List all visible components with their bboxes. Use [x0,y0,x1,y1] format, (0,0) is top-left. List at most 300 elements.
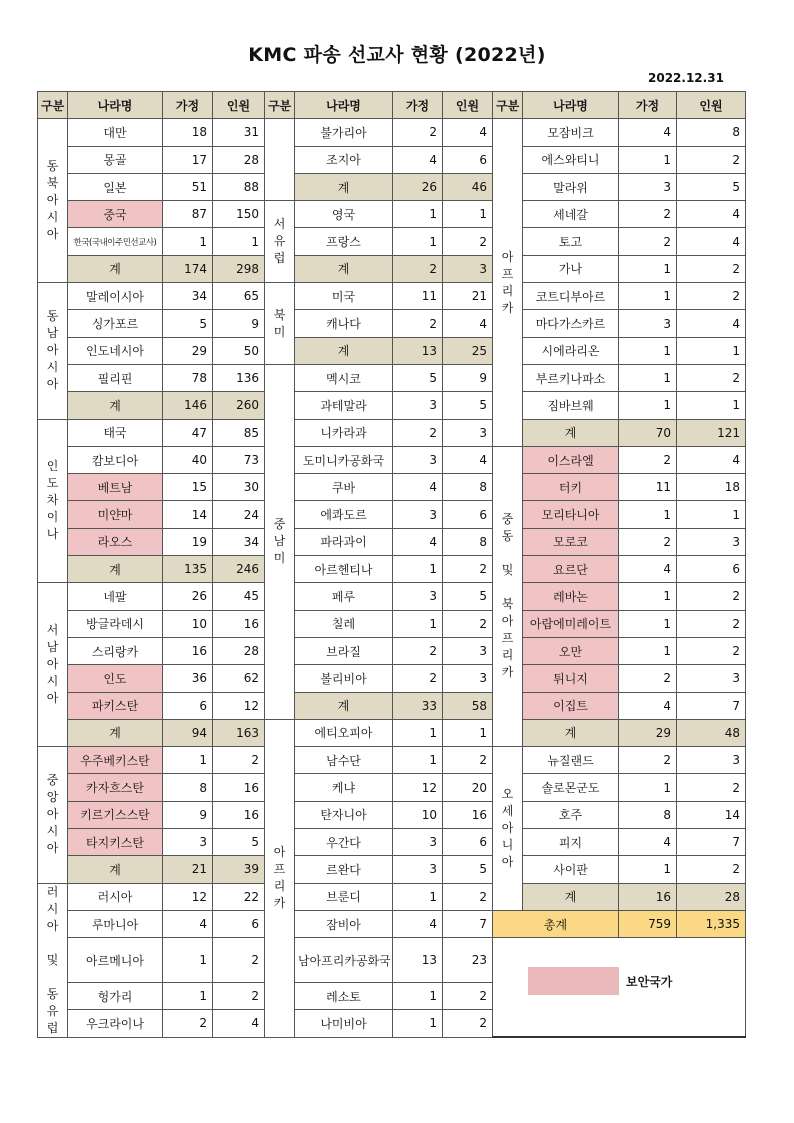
family-count-cell: 1 [393,228,443,255]
country-name-cell: 대만 [68,119,163,146]
person-count-cell: 7 [677,829,746,856]
region-name-char: 동 [46,159,59,174]
family-count-cell: 2 [393,419,443,446]
person-count-cell: 8 [443,474,493,501]
region-name-char: 동 [501,529,514,544]
family-count-cell: 26 [163,583,213,610]
table-row [38,255,746,282]
country-name-cell: 라오스 [68,528,163,555]
person-count-cell: 4 [443,119,493,146]
person-count-cell: 2 [443,610,493,637]
person-count-cell: 50 [213,337,265,364]
country-name-cell: 영국 [295,201,393,228]
subtotal-persons-cell: 298 [213,255,265,282]
person-count-cell: 1 [677,501,746,528]
person-count-cell: 4 [677,201,746,228]
region-name-char: 니 [501,838,514,853]
region-name-char: 인 [46,459,59,474]
country-name-cell: 탄자니아 [295,801,393,828]
family-count-cell: 1 [619,610,677,637]
table-row [38,392,746,419]
person-count-cell: 2 [677,774,746,801]
family-count-cell: 1 [393,201,443,228]
family-count-cell: 2 [619,747,677,774]
family-count-cell: 3 [393,446,443,473]
region-name-char: 프 [501,631,514,646]
family-count-cell: 1 [393,556,443,583]
subtotal-label-cell: 계 [68,255,163,282]
region-group-cell [493,119,523,447]
family-count-cell: 2 [163,1010,213,1037]
group-header: 구분 [493,92,523,119]
country-name-cell: 헝가리 [68,983,163,1010]
person-count-cell: 12 [213,692,265,719]
table-row [38,228,746,255]
person-count-cell: 6 [213,910,265,937]
country-name-cell: 미국 [295,283,393,310]
region-name-char: 오 [501,787,514,802]
region-group-cell [265,719,295,1037]
country-name-cell: 모리타니아 [523,501,619,528]
region-name-char: 유 [273,234,286,249]
person-count-cell: 1 [213,228,265,255]
country-name-cell: 브라질 [295,637,393,664]
family-count-cell: 15 [163,474,213,501]
person-count-cell: 73 [213,446,265,473]
person-count-cell: 8 [443,528,493,555]
table-row [38,283,746,310]
region-name-char: 서 [273,217,286,232]
region-group-cell [265,364,295,719]
region-name-label [46,458,60,543]
family-count-cell: 1 [619,501,677,528]
persons-header: 인원 [213,92,265,119]
country-name-cell: 과테말라 [295,392,393,419]
region-name-char: 러 [46,884,59,899]
family-count-cell: 4 [393,474,443,501]
person-count-cell: 22 [213,883,265,910]
region-name-char: 아 [501,821,514,836]
country-name-cell: 솔로몬군도 [523,774,619,801]
region-name-char: 카 [273,896,286,911]
legend-security-label: 보안국가 [626,975,673,989]
region-name-char: 남 [46,326,59,341]
region-name-char: 시 [46,901,59,916]
person-count-cell: 1 [677,392,746,419]
region-group-cell [38,747,68,883]
family-count-cell: 3 [393,829,443,856]
region-name-char: 카 [501,665,514,680]
family-count-cell: 2 [619,201,677,228]
person-count-cell: 23 [443,938,493,983]
country-name-cell: 태국 [68,419,163,446]
table-row [38,337,746,364]
country-name-cell: 키르기스스탄 [68,801,163,828]
person-count-cell: 2 [443,747,493,774]
country-name-cell: 부르키나파소 [523,364,619,391]
person-count-cell: 16 [213,801,265,828]
region-name-label [501,511,515,681]
subtotal-families-cell: 13 [393,337,443,364]
country-name-cell: 시에라리온 [523,337,619,364]
region-name-label [46,158,60,243]
region-group-cell [38,119,68,283]
family-count-cell: 1 [619,337,677,364]
person-count-cell: 28 [213,146,265,173]
family-count-cell: 47 [163,419,213,446]
person-count-cell: 2 [677,146,746,173]
family-count-cell: 87 [163,201,213,228]
region-name-char: 서 [46,623,59,638]
country-name-cell: 인도네시아 [68,337,163,364]
country-name-cell: 모로코 [523,528,619,555]
region-name-char: 시 [46,210,59,225]
person-count-cell: 20 [443,774,493,801]
region-name-label [273,844,287,912]
person-count-cell: 5 [677,173,746,200]
country-name-cell: 나미비아 [295,1010,393,1037]
family-count-cell: 1 [619,856,677,883]
person-count-cell: 7 [443,910,493,937]
family-count-cell: 29 [163,337,213,364]
table-row [38,747,746,774]
country-name-cell: 레바논 [523,583,619,610]
country-name-cell: 프랑스 [295,228,393,255]
region-name-char [46,935,60,952]
person-count-cell: 62 [213,665,265,692]
table-row [38,474,746,501]
family-count-cell: 1 [619,637,677,664]
person-count-cell: 9 [443,364,493,391]
country-name-cell: 필리핀 [68,364,163,391]
person-count-cell: 9 [213,310,265,337]
person-count-cell: 2 [443,983,493,1010]
table-row [38,173,746,200]
country-name-cell: 일본 [68,173,163,200]
country-name-cell: 러시아 [68,883,163,910]
person-count-cell: 3 [443,637,493,664]
subtotal-families-cell: 26 [393,173,443,200]
country-header: 나라명 [295,92,393,119]
person-count-cell: 31 [213,119,265,146]
family-count-cell: 1 [619,774,677,801]
country-name-cell: 케냐 [295,774,393,801]
person-count-cell: 2 [213,983,265,1010]
country-name-cell: 에티오피아 [295,719,393,746]
country-name-cell: 칠레 [295,610,393,637]
region-name-char: 프 [501,266,514,281]
country-name-cell: 조지아 [295,146,393,173]
person-count-cell: 1 [677,337,746,364]
subtotal-families-cell: 29 [619,719,677,746]
person-count-cell: 2 [443,228,493,255]
region-name-label [46,308,60,393]
table-row [38,419,746,446]
region-name-char: 프 [273,862,286,877]
country-name-cell: 몽골 [68,146,163,173]
region-name-char: 아 [46,657,59,672]
table-row [38,856,746,883]
region-name-label [46,884,60,1037]
region-group-cell [38,283,68,419]
person-count-cell: 3 [677,747,746,774]
family-count-cell: 2 [619,446,677,473]
families-header: 가정 [619,92,677,119]
person-count-cell: 2 [213,938,265,983]
family-count-cell: 14 [163,501,213,528]
family-count-cell: 2 [393,310,443,337]
subtotal-persons-cell: 28 [677,883,746,910]
person-count-cell: 8 [677,119,746,146]
subtotal-families-cell: 146 [163,392,213,419]
region-name-char: 아 [46,918,59,933]
person-count-cell: 6 [443,146,493,173]
subtotal-persons-cell: 25 [443,337,493,364]
family-count-cell: 36 [163,665,213,692]
page-title: KMC 파송 선교사 현황 (2022년) [248,44,546,66]
subtotal-label-cell: 계 [295,692,393,719]
family-count-cell: 3 [393,856,443,883]
family-count-cell: 3 [393,392,443,419]
country-name-cell: 니카라과 [295,419,393,446]
region-name-char: 아 [46,377,59,392]
family-count-cell: 11 [619,474,677,501]
family-count-cell: 3 [163,829,213,856]
country-name-cell: 캐나다 [295,310,393,337]
country-name-cell: 루마니아 [68,910,163,937]
grand-total-persons-cell: 1,335 [677,910,746,937]
country-name-cell: 도미니카공화국 [295,446,393,473]
country-name-cell: 우주베키스탄 [68,747,163,774]
person-count-cell: 2 [677,283,746,310]
person-count-cell: 5 [443,583,493,610]
table-row [38,610,746,637]
persons-header: 인원 [677,92,746,119]
person-count-cell: 3 [443,419,493,446]
region-name-label [273,307,287,341]
family-count-cell: 16 [163,637,213,664]
region-group-cell [38,883,68,1037]
region-group-cell [265,119,295,201]
country-name-cell: 불가리아 [295,119,393,146]
country-name-cell: 토고 [523,228,619,255]
family-count-cell: 4 [619,692,677,719]
country-name-cell: 호주 [523,801,619,828]
country-name-cell: 중국 [68,201,163,228]
person-count-cell: 2 [677,255,746,282]
country-name-cell: 잠비아 [295,910,393,937]
subtotal-families-cell: 135 [163,556,213,583]
person-count-cell: 30 [213,474,265,501]
person-count-cell: 45 [213,583,265,610]
family-count-cell: 1 [619,364,677,391]
country-name-cell: 페루 [295,583,393,610]
region-name-char: 아 [501,614,514,629]
country-name-cell: 방글라데시 [68,610,163,637]
country-name-cell: 인도 [68,665,163,692]
region-name-char: 나 [46,527,59,542]
person-count-cell: 7 [677,692,746,719]
subtotal-families-cell: 2 [393,255,443,282]
person-count-cell: 24 [213,501,265,528]
person-count-cell: 16 [213,774,265,801]
person-count-cell: 88 [213,173,265,200]
subtotal-label-cell: 계 [68,392,163,419]
country-name-cell: 아랍에미레이트 [523,610,619,637]
table-row [38,692,746,719]
group-header: 구분 [265,92,295,119]
family-count-cell: 3 [393,583,443,610]
region-name-char: 차 [46,493,59,508]
region-name-label [46,772,60,857]
family-count-cell: 4 [163,910,213,937]
family-count-cell: 3 [619,173,677,200]
region-name-char: 아 [46,193,59,208]
subtotal-label-cell: 계 [523,719,619,746]
person-count-cell: 2 [443,1010,493,1037]
family-count-cell: 2 [393,119,443,146]
family-count-cell: 4 [393,910,443,937]
country-name-cell: 레소토 [295,983,393,1010]
region-name-char: 럽 [273,251,286,266]
family-count-cell: 1 [163,747,213,774]
family-count-cell: 1 [393,610,443,637]
person-count-cell: 6 [677,556,746,583]
subtotal-persons-cell: 246 [213,556,265,583]
region-name-label [273,216,287,267]
region-name-char: 도 [46,476,59,491]
person-count-cell: 2 [443,883,493,910]
subtotal-persons-cell: 121 [677,419,746,446]
country-name-cell: 한국(국내이주민선교사) [68,228,163,255]
family-count-cell: 4 [619,119,677,146]
person-count-cell: 2 [443,556,493,583]
region-name-char: 시 [46,674,59,689]
person-count-cell: 2 [677,364,746,391]
family-count-cell: 11 [393,283,443,310]
region-name-char: 카 [501,300,514,315]
country-name-cell: 이집트 [523,692,619,719]
country-name-cell: 카자흐스탄 [68,774,163,801]
region-group-cell [38,583,68,747]
subtotal-label-cell: 계 [295,173,393,200]
country-name-cell: 남수단 [295,747,393,774]
table-header-row [38,92,746,119]
region-group-cell [265,201,295,283]
family-count-cell: 1 [619,255,677,282]
person-count-cell: 150 [213,201,265,228]
family-count-cell: 1 [619,146,677,173]
region-name-label [273,516,287,567]
country-name-cell: 짐바브웨 [523,392,619,419]
family-count-cell: 4 [393,146,443,173]
person-count-cell: 6 [443,501,493,528]
family-count-cell: 1 [163,228,213,255]
subtotal-label-cell: 계 [68,556,163,583]
persons-header: 인원 [443,92,493,119]
family-count-cell: 2 [393,665,443,692]
country-name-cell: 타지키스탄 [68,829,163,856]
country-name-cell: 싱가포르 [68,310,163,337]
country-name-cell: 세네갈 [523,201,619,228]
family-count-cell: 10 [163,610,213,637]
family-count-cell: 13 [393,938,443,983]
subtotal-label-cell: 계 [523,883,619,910]
family-count-cell: 51 [163,173,213,200]
country-header: 나라명 [523,92,619,119]
country-name-cell: 요르단 [523,556,619,583]
table-row [38,883,746,910]
person-count-cell: 3 [677,665,746,692]
person-count-cell: 4 [213,1010,265,1037]
region-name-char: 북 [46,176,59,191]
subtotal-label-cell: 계 [68,856,163,883]
table-row [38,665,746,692]
family-count-cell: 78 [163,364,213,391]
person-count-cell: 28 [213,637,265,664]
subtotal-persons-cell: 163 [213,719,265,746]
country-name-cell: 캄보디아 [68,446,163,473]
country-name-cell: 아르헨티나 [295,556,393,583]
family-count-cell: 12 [393,774,443,801]
person-count-cell: 1 [443,719,493,746]
table-row [38,556,746,583]
family-count-cell: 1 [619,392,677,419]
person-count-cell: 16 [213,610,265,637]
region-name-label [501,249,515,317]
country-name-cell: 모잠비크 [523,119,619,146]
family-count-cell: 3 [619,310,677,337]
grand-total-label-cell: 총계 [493,910,619,937]
families-header: 가정 [163,92,213,119]
table-row [38,719,746,746]
person-count-cell: 2 [677,637,746,664]
family-count-cell: 17 [163,146,213,173]
table-row [38,446,746,473]
region-name-char: 아 [46,691,59,706]
report-date: 2022.12.31 [648,71,724,85]
family-count-cell: 1 [619,583,677,610]
person-count-cell: 3 [677,528,746,555]
table-row [38,774,746,801]
country-name-cell: 사이판 [523,856,619,883]
region-name-char: 미 [273,551,286,566]
person-count-cell: 2 [677,583,746,610]
region-name-char: 아 [273,845,286,860]
region-name-char: 아 [501,855,514,870]
table-row [38,637,746,664]
region-name-char: 북 [273,307,286,322]
region-name-char: 시 [46,360,59,375]
families-header: 가정 [393,92,443,119]
person-count-cell: 18 [677,474,746,501]
family-count-cell: 9 [163,801,213,828]
country-name-cell: 우크라이나 [68,1010,163,1037]
family-count-cell: 1 [393,883,443,910]
region-name-char: 아 [46,841,59,856]
subtotal-families-cell: 16 [619,883,677,910]
family-count-cell: 3 [393,501,443,528]
country-name-cell: 말레이시아 [68,283,163,310]
region-name-char: 럽 [46,1020,59,1035]
region-name-char: 중 [501,512,514,527]
person-count-cell: 6 [443,829,493,856]
region-group-cell [493,446,523,746]
country-name-cell: 미얀마 [68,501,163,528]
subtotal-families-cell: 174 [163,255,213,282]
region-name-char: 미 [273,324,286,339]
person-count-cell: 65 [213,283,265,310]
